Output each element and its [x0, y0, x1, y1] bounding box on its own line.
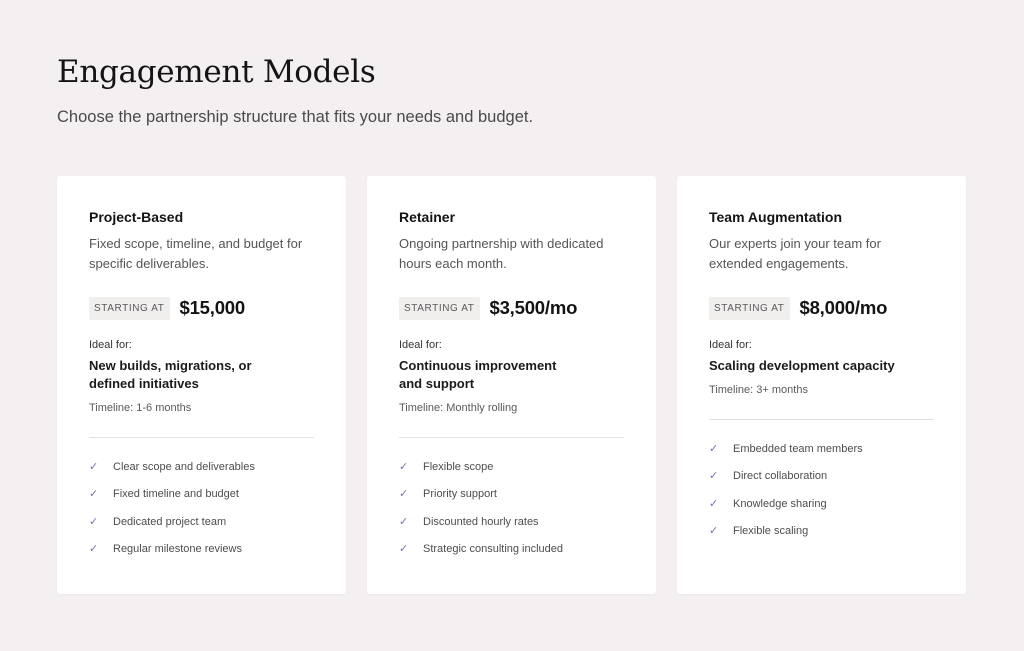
card-title: Team Augmentation	[709, 209, 843, 225]
check-icon: ✓	[89, 543, 99, 556]
check-icon: ✓	[709, 470, 719, 483]
check-icon: ✓	[89, 515, 99, 528]
list-item	[709, 490, 934, 518]
divider	[709, 419, 934, 420]
feature-list	[89, 453, 314, 563]
price-value: $3,500/mo	[489, 297, 578, 318]
feature-text: Knowledge sharing	[733, 497, 827, 510]
list-item	[399, 453, 624, 481]
feature-text: Priority support	[423, 488, 497, 501]
list-item	[399, 481, 624, 509]
feature-text: Flexible scope	[423, 460, 494, 473]
price-label-badge: STARTING AT	[89, 297, 170, 320]
price-value: $15,000	[179, 297, 245, 318]
ideal-for-label: Ideal for:	[399, 339, 442, 351]
check-icon: ✓	[709, 442, 719, 455]
list-item	[89, 453, 314, 481]
page-title: Engagement Models	[57, 54, 376, 90]
feature-text: Discounted hourly rates	[423, 515, 539, 528]
check-icon: ✓	[399, 515, 409, 528]
check-icon: ✓	[89, 460, 99, 473]
list-item	[89, 481, 314, 509]
check-icon: ✓	[399, 488, 409, 501]
feature-list	[709, 435, 934, 545]
card-team-augmentation	[677, 176, 966, 594]
check-icon: ✓	[399, 543, 409, 556]
card-project-based	[57, 176, 346, 594]
card-description: Ongoing partnership with dedicated hours each month.	[399, 236, 604, 271]
price-label-badge: STARTING AT	[709, 297, 790, 320]
card-description: Our experts join your team for extended engagements.	[709, 236, 881, 271]
ideal-for-label: Ideal for:	[89, 339, 132, 351]
ideal-for-label: Ideal for:	[709, 339, 752, 351]
list-item	[399, 536, 624, 564]
card-description: Fixed scope, timeline, and budget for specific deliverables.	[89, 236, 303, 271]
price-row	[399, 294, 624, 322]
list-item	[709, 518, 934, 546]
feature-text: Clear scope and deliverables	[113, 460, 255, 473]
check-icon: ✓	[709, 525, 719, 538]
price-label-badge: STARTING AT	[399, 297, 480, 320]
check-icon: ✓	[399, 460, 409, 473]
ideal-for-value: New builds, migrations, or defined initiatives	[89, 358, 252, 391]
ideal-for-value: Scaling development capacity	[709, 358, 895, 373]
feature-text: Fixed timeline and budget	[113, 488, 239, 501]
price-row	[89, 294, 314, 322]
timeline-text: Timeline: 3+ months	[709, 384, 808, 396]
price-value: $8,000/mo	[799, 297, 888, 318]
list-item	[399, 508, 624, 536]
feature-text: Dedicated project team	[113, 515, 227, 528]
divider	[399, 437, 624, 438]
check-icon: ✓	[89, 488, 99, 501]
price-row	[709, 294, 934, 322]
check-icon: ✓	[709, 497, 719, 510]
list-item	[89, 508, 314, 536]
pricing-cards	[57, 176, 967, 594]
divider	[89, 437, 314, 438]
timeline-text: Timeline: Monthly rolling	[399, 402, 518, 414]
list-item	[709, 463, 934, 491]
list-item	[709, 435, 934, 463]
page-subtitle: Choose the partnership structure that fits your needs and budget.	[57, 108, 534, 126]
timeline-text: Timeline: 1-6 months	[89, 402, 192, 414]
card-title: Retainer	[399, 209, 456, 225]
feature-text: Embedded team members	[733, 442, 863, 455]
ideal-for-value: Continuous improvement and support	[399, 358, 557, 391]
feature-text: Flexible scaling	[733, 525, 809, 538]
feature-text: Strategic consulting included	[423, 543, 564, 556]
list-item	[89, 536, 314, 564]
feature-text: Direct collaboration	[733, 470, 828, 483]
feature-text: Regular milestone reviews	[113, 543, 242, 556]
card-retainer	[367, 176, 656, 594]
card-title: Project-Based	[89, 209, 184, 225]
feature-list	[399, 453, 624, 563]
